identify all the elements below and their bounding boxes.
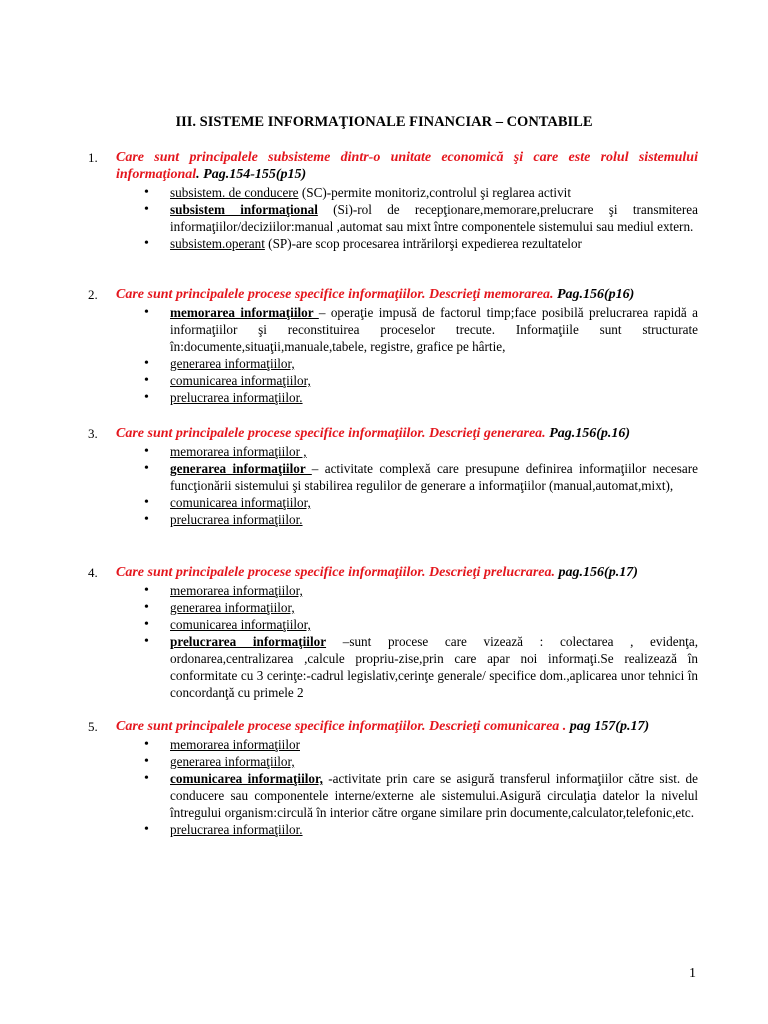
- list-item: • generarea informaţiilor,: [170, 599, 698, 616]
- page-reference: Pag.156(p.16): [545, 426, 631, 441]
- question-text: Care sunt principalele procese specifice informaţiilor. Descrieţi memorarea. Pag.156(p16): [116, 287, 635, 302]
- page-title: III. SISTEME INFORMAŢIONALE FINANCIAR – CONTABILE: [175, 114, 593, 130]
- list-item: • subsistem.operant (SP)-are scop procesarea intrărilorşi expedierea rezultatelor: [170, 235, 698, 252]
- question-5: [88, 718, 698, 838]
- list-item: • subsistem informaţional (Si)-rol de recepţionare,memorare,prelucrare şi transmiterea informaţiilor/deciziilor:manual ,automat sau mixt între componentele sistemului sau mediul extern.: [170, 201, 698, 235]
- list-item: • memorarea informaţiilor – operaţie impusă de factorul timp;face posibilă prelucrarea rapidă a informaţiilor şi reconstituirea proceselor trecute. Informaţiile sunt structurate în:documente,situaţii,manuale,tabele, registre, grafice pe hârtie,: [170, 304, 698, 355]
- question-number: 2.: [88, 287, 98, 302]
- question-number: 5.: [88, 719, 98, 734]
- answer-list: [88, 443, 698, 528]
- list-item: • generarea informaţiilor,: [170, 753, 698, 770]
- question-4: [88, 564, 698, 701]
- list-item: • prelucrarea informaţiilor.: [170, 511, 698, 528]
- list-item: • generarea informaţiilor,: [170, 355, 698, 372]
- question-2: [88, 286, 698, 406]
- page-reference: pag.156(p.17): [555, 565, 638, 580]
- question-number: 3.: [88, 426, 98, 441]
- page-number: 1: [689, 966, 696, 981]
- list-item: • generarea informaţiilor – activitate complexă care presupune definirea informaţiilor necesare funcţionării sistemului şi stabilirea regulilor de generare a informaţiilor (manual,automat,mixt),: [170, 460, 698, 494]
- answer-list: [88, 184, 698, 252]
- question-number: 4.: [88, 565, 98, 580]
- page-reference: Pag.156(p16): [553, 287, 635, 302]
- question-text: Care sunt principalele procese specifice informaţiilor. Descrieţi prelucrarea. pag.156(p.17): [116, 565, 638, 580]
- page-reference: . Pag.154-155(p15): [196, 167, 307, 182]
- list-item: • memorarea informaţiilor: [170, 736, 698, 753]
- list-item: • prelucrarea informaţiilor –sunt procese care vizează : colectarea , evidenţa, ordonarea,centralizarea ,calcule propriu-zise,prin care apar noi informaţi.Se realizează în conformitate cu 3 cerinţe:-cadrul legislativ,cerinţe generale/ specifice dom.,aplicarea unor tehnici în concordanţă cu primele 2: [170, 633, 698, 701]
- list-item: • memorarea informaţiilor ,: [170, 443, 698, 460]
- question-text: Care sunt principalele procese specifice informaţiilor. Descrieţi generarea. Pag.156(p.16): [116, 426, 631, 441]
- question-3: [88, 425, 698, 528]
- list-item: • subsistem. de conducere (SC)-permite monitoriz,controlul şi reglarea activit: [170, 184, 698, 201]
- question-text: Care sunt principalele subsisteme dintr-o unitate economică şi care este rolul sistemului informaţional. Pag.154-155(p15): [116, 150, 698, 182]
- question-1: [88, 149, 698, 252]
- question-number: 1.: [88, 150, 98, 165]
- list-item: • comunicarea informaţiilor,: [170, 494, 698, 511]
- question-text: Care sunt principalele procese specifice informaţiilor. Descrieţi comunicarea . pag 157(p.17): [116, 719, 650, 734]
- list-item: • prelucrarea informaţiilor.: [170, 389, 698, 406]
- answer-list: [88, 304, 698, 406]
- list-item: • comunicarea informaţiilor,: [170, 616, 698, 633]
- list-item: • prelucrarea informaţiilor.: [170, 821, 698, 838]
- page-reference: pag 157(p.17): [566, 719, 650, 734]
- answer-list: [88, 582, 698, 701]
- list-item: • comunicarea informaţiilor, -activitate prin care se asigură transferul informaţiilor către sist. de conducere sau componentele interne/externe ale sistemului.Asigură circulaţia datelor la nivelul întregului organism:circulă în interior către organe similare prin documente,calculator,telefonic,etc.: [170, 770, 698, 821]
- list-item: • comunicarea informaţiilor,: [170, 372, 698, 389]
- answer-list: [88, 736, 698, 838]
- list-item: • memorarea informaţiilor,: [170, 582, 698, 599]
